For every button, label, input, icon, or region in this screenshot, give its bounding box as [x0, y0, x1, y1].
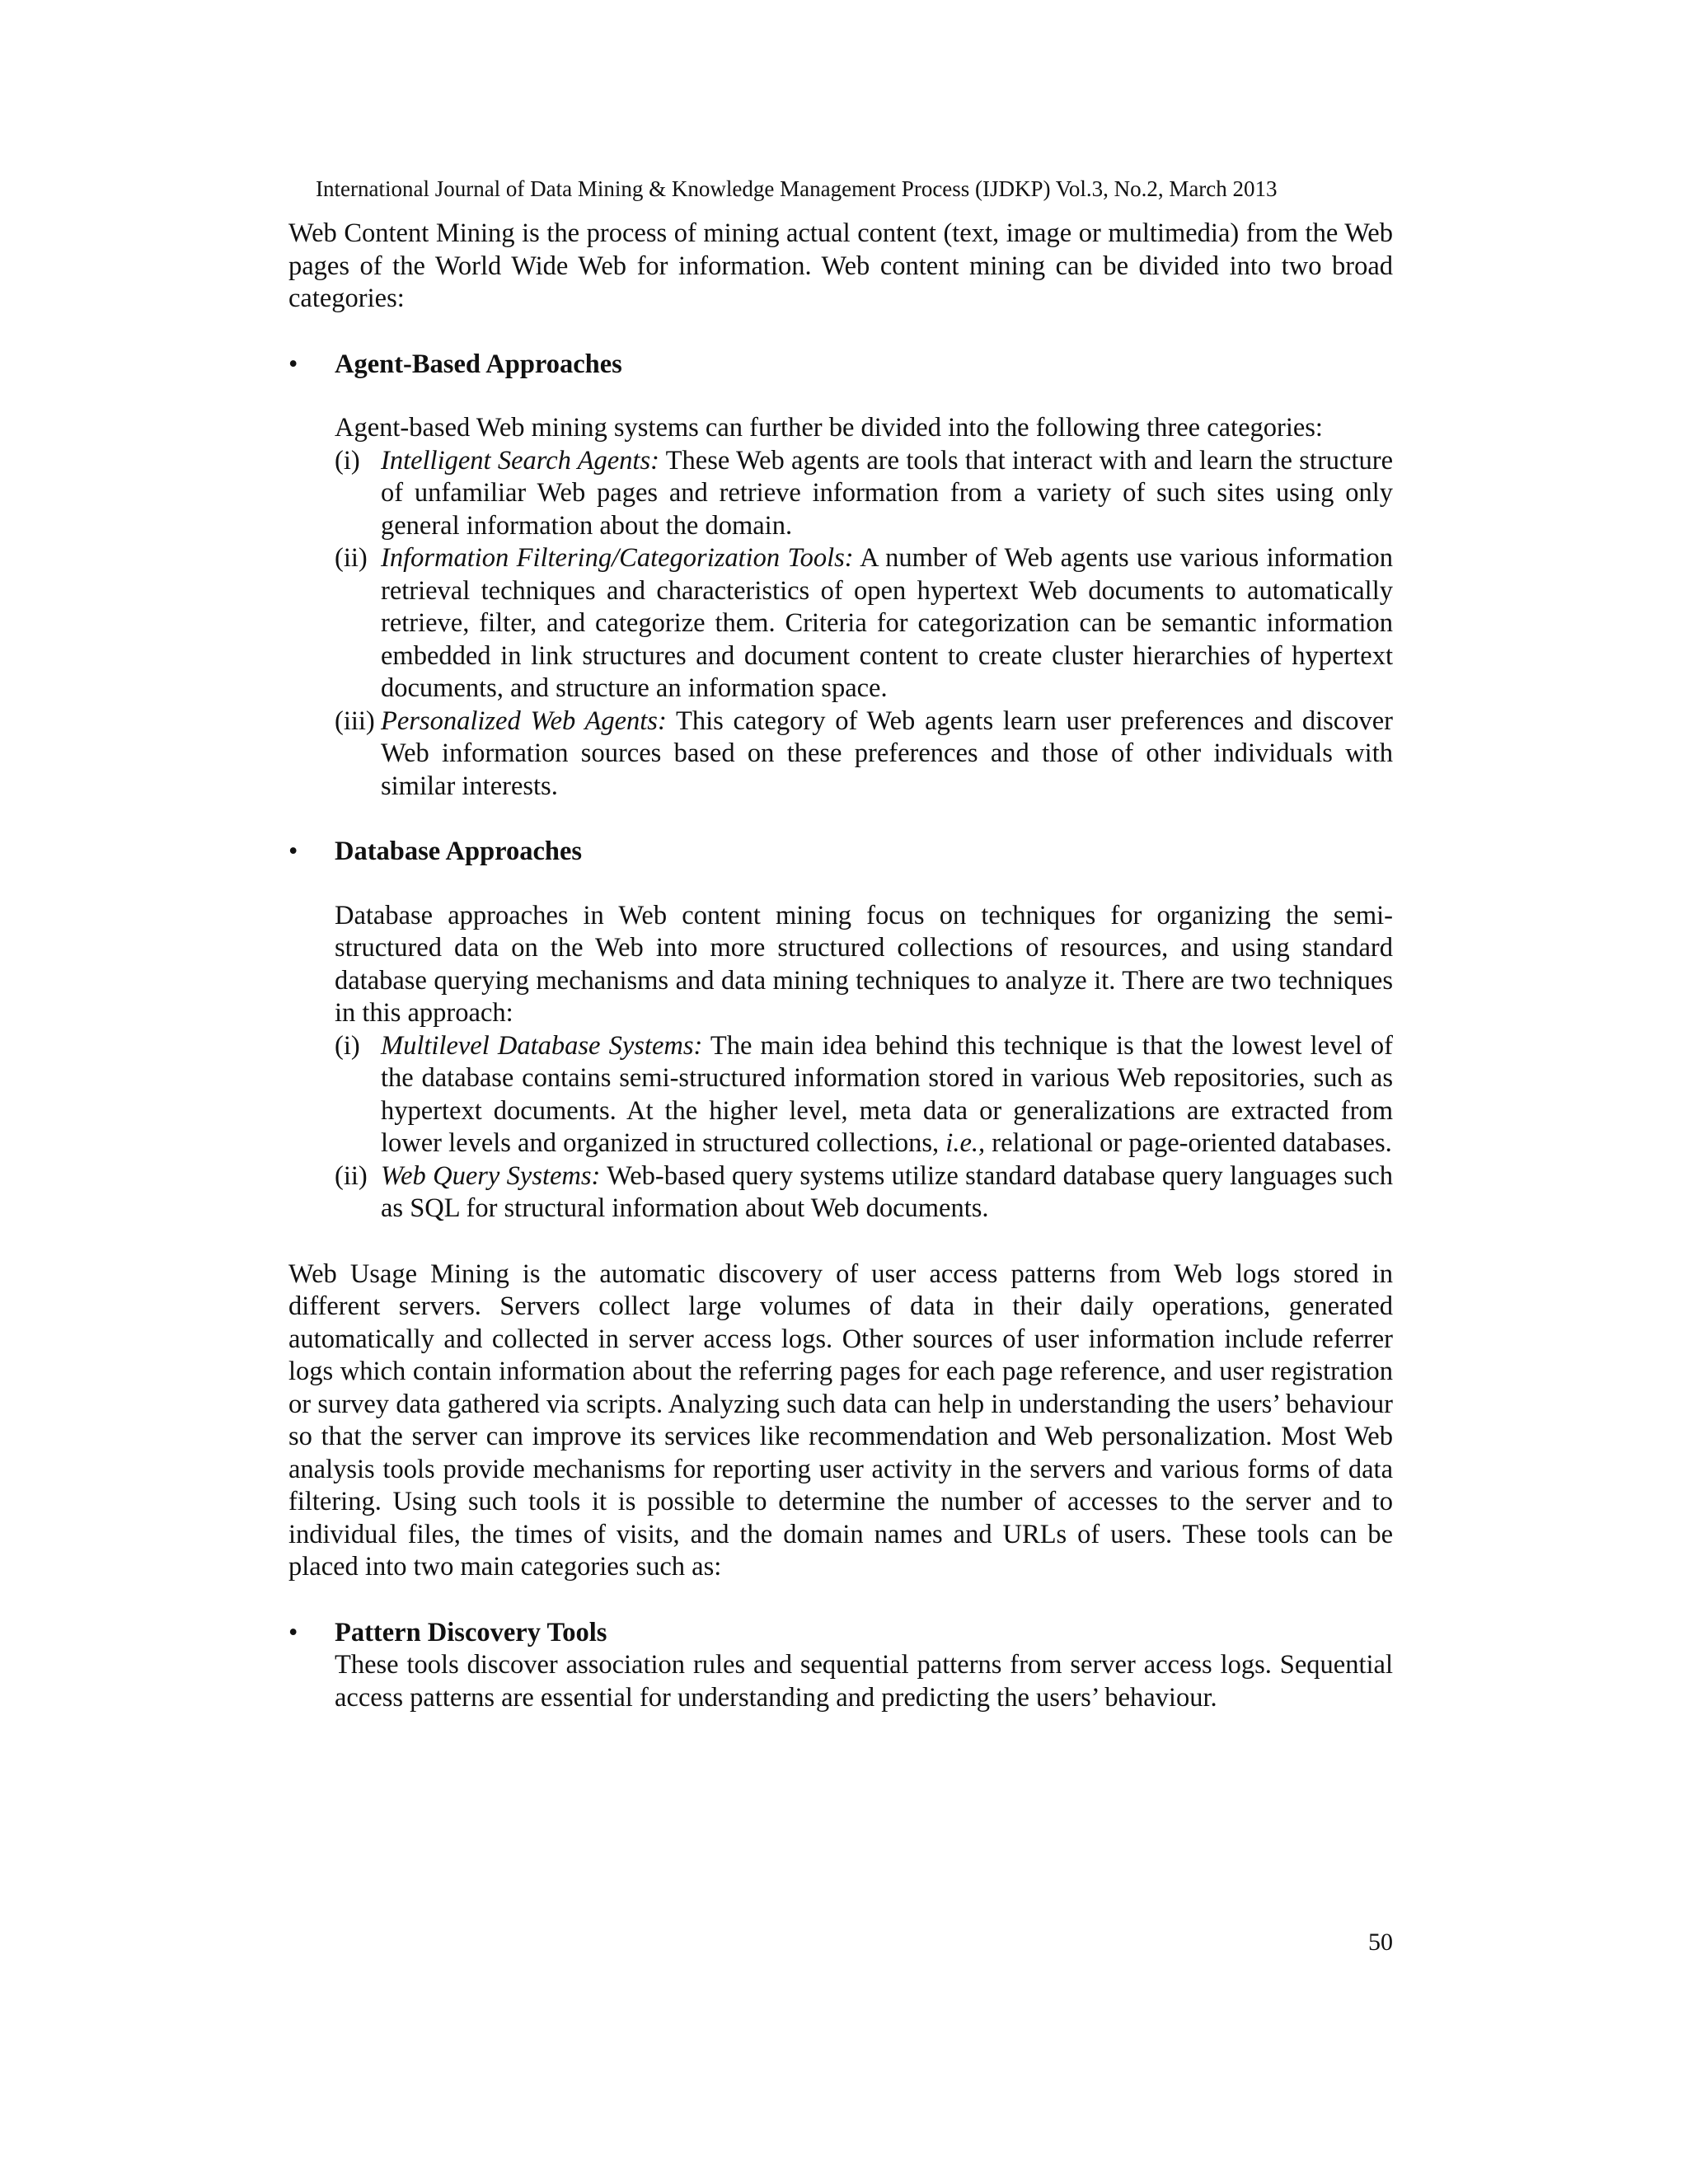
list-item [335, 445, 1393, 543]
agent-section-heading [288, 349, 1393, 382]
pattern-heading-text: Pattern Discovery Tools [335, 1617, 607, 1647]
item-number: (ii) [335, 1160, 368, 1191]
usage-paragraph: Web Usage Mining is the automatic discovery of user access patterns from Web logs stored in different servers. Servers collect large volumes of data in their daily operations, generated automatically and collected in server access logs. Other sources of user information include referrer logs which contain information about the referring pages for each page reference, and user registration or survey data gathered via scripts. Analyzing such data can help in understanding the users’ behaviour so that the server can improve its services like recommendation and Web personalization. Most Web analysis tools provide mechanisms for reporting user activity in the servers and various forms of data filtering. Using such tools it is possible to determine the number of accesses to the server and to individual files, the times of visits, and the domain names and URLs of users. These tools can be placed into two main categories such as: [288, 1258, 1393, 1582]
database-section-heading [288, 836, 1393, 869]
item-term: Personalized Web Agents: [381, 705, 667, 736]
agent-list [288, 445, 1393, 804]
database-heading-text: Database Approaches [335, 837, 583, 866]
list-item [335, 542, 1394, 705]
item-text: Web-based query systems utilize standard database query languages such as SQL for structural information about Web documents. [381, 1160, 1394, 1223]
bullet-icon: • [288, 837, 298, 866]
item-term: Multilevel Database Systems: [381, 1030, 703, 1061]
database-intro: Database approaches in Web content mining focus on techniques for organizing the semi-structured data on the Web into more structured collections of resources, and using standard database querying mechanisms and data mining techniques to analyze it. There are two techniques in this approach: [335, 900, 1393, 1028]
item-term: Information Filtering/Categorization Tools: [381, 543, 854, 573]
item-text: A number of Web agents use various information retrieval techniques and characteristics of open hypertext Web documents to automatically retrieve, filter, and categorize them. Criteria for categorization can be semantic information embedded in link structures and document content to create cluster hierarchies of hypertext documents, and structure an information space. [381, 543, 1394, 703]
list-item [335, 1030, 1394, 1160]
item-number: (i) [335, 445, 360, 476]
intro-paragraph: Web Content Mining is the process of mining actual content (text, image or multimedia) from the Web pages of the World Wide Web for information. Web content mining can be divided into two broad categories: [288, 218, 1393, 313]
item-emphasis: i.e., [945, 1128, 986, 1158]
agent-heading-text: Agent-Based Approaches [335, 349, 622, 379]
pattern-text: These tools discover association rules and sequential patterns from server access logs. Sequential access patterns are essential for understanding and predicting the users’ behaviour. [335, 1650, 1393, 1713]
pattern-section-heading [288, 1617, 1393, 1650]
running-header: International Journal of Data Mining & Knowledge Management Process (IJDKP) Vol.3, No.2, March 2013 [316, 176, 1278, 201]
page-number: 50 [1368, 1929, 1393, 1956]
item-term: Web Query Systems: [381, 1160, 601, 1191]
database-list [288, 1030, 1393, 1226]
item-number: (iii) [335, 705, 375, 736]
article-body [288, 218, 1393, 1714]
item-text: The main idea behind this technique is that the lowest level of the database contains semi-structured information stored in various Web repositories, such as hypertext documents. At the higher level, meta data or generalizations are extracted from lower levels and organized in structured collections, [381, 1030, 1394, 1158]
item-number: (ii) [335, 543, 368, 573]
agent-intro: Agent-based Web mining systems can further be divided into the following three categories: [335, 413, 1323, 443]
item-text: These Web agents are tools that interact with and learn the structure of unfamiliar Web pages and retrieve information from a variety of such sites using only general information about the domain. [381, 445, 1393, 541]
list-item [335, 705, 1393, 804]
list-item [335, 1160, 1394, 1226]
bullet-icon: • [288, 1617, 298, 1647]
item-text: This category of Web agents learn user preferences and discover Web information sources based on these preferences and those of other individuals with similar interests. [381, 705, 1393, 801]
item-term: Intelligent Search Agents: [381, 445, 659, 476]
item-number: (i) [335, 1030, 360, 1061]
bullet-icon: • [288, 349, 298, 379]
item-text-end: relational or page-oriented databases. [985, 1128, 1392, 1158]
